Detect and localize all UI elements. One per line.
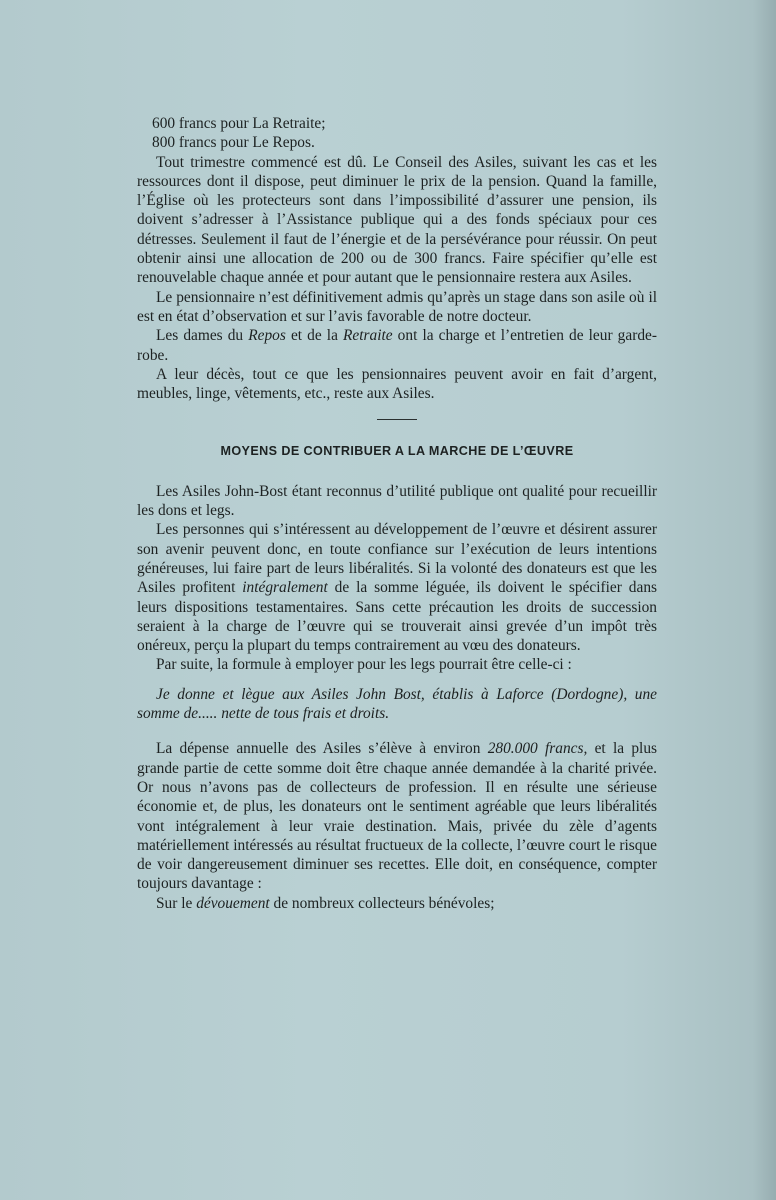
paragraph-garde-robe: Les dames du Repos et de la Retraite ont la charge et l’entretien de leur garde-robe. xyxy=(137,327,657,364)
paragraph-trimestre: Tout trimestre commencé est dû. Le Conseil des Asiles, suivant les cas et les ressources dont il dispose, peut diminuer le prix de la pension. Quand la famille, l’Église où les protecteurs sont dans l’impossibilité d’assurer une pension, ils doivent s’adresser à l’Assistance publique qui a des fonds spéciaux pour ces détresses. Seulement il faut de l’énergie et de la persévérance pour réussir. On peut obtenir ainsi une allocation de 200 ou de 300 francs. Faire spécifier qu’elle est renouvelable chaque année et pour autant que le pensionnaire restera aux Asiles. xyxy=(137,153,657,287)
bequest-formula: Je donne et lègue aux Asiles John Bost, établis à Laforce (Dordogne), une somme de..... nette de tous frais et droits. xyxy=(137,685,657,723)
price-line-repos: 800 francs pour Le Repos. xyxy=(152,134,315,152)
section-heading: MOYENS DE CONTRIBUER A LA MARCHE DE L’ŒUVRE xyxy=(220,444,574,459)
price-line-retraite: 600 francs pour La Retraite; xyxy=(152,115,326,132)
paragraph-legs: Les personnes qui s’intéressent au développement de l’œuvre et désirent assurer son avenir peuvent donc, en toute confiance sur l’exécution de leurs intentions généreuses, lui faire part de leurs libéralités. Si la volonté des donateurs est que les Asiles profitent intégralement de la somme léguée, ils doivent le spécifier dans leurs dispositions testamentaires. Sans cette précaution les droits de succession seraient à la charge de l’œuvre qui se trouverait ainsi grevée d’un impôt très onéreux, perçu la plupart du temps contrairement au vœu des donateurs. xyxy=(137,521,657,655)
paragraph-deces: A leur décès, tout ce que les pensionnaires peuvent avoir en fait d’argent, meubles, linge, vêtements, etc., reste aux Asiles. xyxy=(137,365,657,403)
paragraph-utilite-publique: Les Asiles John-Bost étant reconnus d’utilité publique ont qualité pour recueillir les dons et legs. xyxy=(137,482,657,520)
paragraph-depense: La dépense annuelle des Asiles s’élève à environ 280.000 francs, et la plus grande partie de cette somme doit être chaque année demandée à la charité privée. Or nous n’avons pas de collecteurs de profession. Il en résulte une sérieuse économie et, de plus, les donateurs ont le sentiment agréable que leurs libéralités vont intégralement à leur vraie destination. Mais, privée du zèle d’agents matériellement intéressés au résultat fructueux de la collecte, l’œuvre court le risque de voir dangereusement diminuer ses recettes. Elle doit, en conséquence, compter toujours davantage : xyxy=(137,740,657,893)
document-body xyxy=(137,114,657,913)
paragraph-admission: Le pensionnaire n’est définitivement admis qu’après un stage dans son asile où il est en état d’observation et sur l’avis favorable de notre docteur. xyxy=(137,288,657,325)
paragraph-formule-intro: Par suite, la formule à employer pour les legs pourrait être celle-ci : xyxy=(156,656,572,674)
section-divider xyxy=(377,419,417,420)
paragraph-devouement: Sur le dévouement de nombreux collecteurs bénévoles; xyxy=(156,894,495,912)
